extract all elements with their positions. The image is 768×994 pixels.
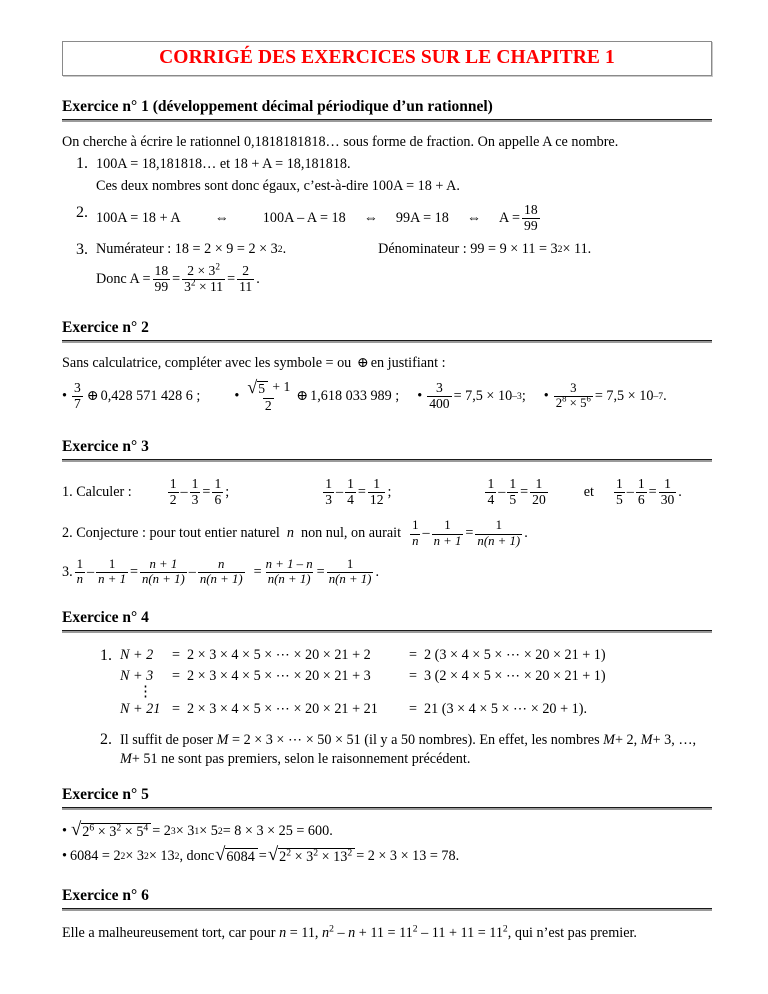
exponent: 2 (116, 822, 122, 834)
equals-sign: = (253, 564, 262, 581)
radicand-a: 2 (82, 823, 90, 840)
radicand-b: × 3 (94, 823, 117, 840)
heading-exercice-4: Exercice n° 4 (62, 609, 149, 627)
variable-M: M (216, 731, 229, 748)
fraction-3-400: $\frac{3}{400}$ (429, 380, 450, 411)
section-exercice-3 (62, 438, 712, 588)
exponent: 8 (562, 393, 567, 404)
ex4-item-2-text (120, 731, 712, 768)
fraction: $\frac{1}{4}$ (347, 476, 354, 508)
ex6-f: , qui n’est pas premier. (507, 924, 637, 941)
ex2-value-3: = 7,5 × 10 (453, 387, 513, 404)
heading-exercice-5: Exercice n° 5 (62, 786, 149, 804)
ex1-item-1 (62, 155, 712, 195)
fraction: $\frac{1}{n}$ (76, 557, 84, 587)
radicand-b: × 3 (291, 849, 314, 866)
equals-sign: = (172, 647, 181, 664)
ex1-item-2-number: 2. (76, 203, 88, 221)
denominator-text-2: × 11 (195, 279, 224, 295)
tail: ; (521, 387, 526, 404)
ex3-question-2 (62, 520, 712, 549)
ex4-item-2-number: 2. (100, 730, 112, 748)
separator: ; (225, 483, 230, 500)
equals-sign: = (172, 701, 181, 718)
heading-rule (62, 340, 712, 343)
variable-n: n (322, 924, 330, 941)
ex3-item-3-number: 3. (62, 564, 73, 581)
variable-n: n (279, 924, 287, 941)
period: . (375, 564, 379, 581)
ex4-item-1-number: 1. (100, 647, 112, 665)
fraction-18-99: $\frac{18}{99}$ (154, 263, 169, 295)
ex2-value-4: = 7,5 × 10 (594, 387, 654, 404)
radical-icon: √ (215, 844, 226, 866)
ex2-comparisons: • $\frac{3}{7}$ ⊕ 0,428 571 428 6 ; • √ 5 + 1 2 ⊕ 1,618 033 989 ; • $\frac{3}{400}$ = 7,5 × 10 –3 ; • $\frac{3}{2^8 \times 5^6}$ = 7,5 × 10 –7 . (62, 376, 667, 413)
equals-sign: = (357, 483, 366, 500)
ex3-conjecture-label: 2. Conjecture : pour tout entier naturel (62, 525, 280, 542)
ex4-row-3 (120, 701, 712, 719)
ex2-intro-b: en justifiant : (370, 355, 446, 372)
ex1-eq-b: 100A – A = 18 (262, 209, 346, 226)
equals-sign: = (409, 647, 418, 664)
fraction: $\frac{1}{n}$ (412, 518, 419, 548)
den-b: × 5 (566, 395, 587, 410)
exponent: 6 (89, 822, 95, 834)
heading-rule (62, 908, 712, 911)
section-exercice-4 (62, 609, 712, 768)
fraction: $\frac{n + 1 - n}{n(n + 1)}$ (265, 557, 313, 587)
fraction: $\frac{1}{5}$ (615, 476, 623, 508)
exponent: 2 (502, 923, 508, 935)
fraction: $\frac{1}{n + 1}$ (98, 557, 126, 587)
bullet-icon: • (543, 387, 549, 404)
ex5-l2-b: × 3 (125, 847, 145, 864)
fraction-result: $\frac{1}{n(n + 1)}$ (477, 518, 521, 548)
fraction-golden-ratio: √ 5 + 1 2 (247, 376, 291, 413)
radicand-c: × 5 (121, 823, 144, 840)
ex4-mid: 2 × 3 × 4 × 5 × ⋯ × 20 × 21 + 2 (187, 647, 371, 664)
ex6-e: – 11 + 11 = 11 (417, 924, 503, 941)
variable-M: M (640, 731, 653, 748)
exponent: 2 (347, 847, 353, 859)
fraction: $\frac{1}{5}$ (509, 476, 517, 508)
page-title: CORRIGÉ DES EXERCICES SUR LE CHAPITRE 1 (159, 47, 615, 68)
equivalence-icon: ⇔ (363, 209, 378, 226)
et-conjunction: et (583, 483, 594, 500)
ex5-tail-d: = 8 × 3 × 25 = 600. (222, 822, 333, 839)
fraction: $\frac{1}{n + 1}$ (433, 518, 462, 548)
ex1-item-3-line-1: Numérateur : 18 = 2 × 9 = 2 × 3 2 . Dénominateur : 99 = 9 × 11 = 3 2 × 11. (96, 240, 592, 257)
ex5-tail-a: = 2 (152, 822, 171, 839)
sqrt-factored (267, 844, 355, 867)
ex4-rhs: 21 (3 × 4 × 5 × ⋯ × 20 + 1). (424, 701, 587, 718)
exponent: 2 (313, 847, 319, 859)
ex4-vertical-dots (138, 683, 712, 700)
ex4-lhs: N + 21 (120, 701, 161, 718)
heading-rule (62, 459, 712, 462)
fraction-result: $\frac{1}{6}$ (214, 476, 222, 508)
radical-icon: √ (247, 376, 258, 397)
equivalence-icon: ⇔ (214, 209, 229, 226)
bullet-icon: • (234, 387, 240, 404)
fraction: $\frac{1}{6}$ (637, 476, 645, 508)
ex3-conjecture-rest: non nul, on aurait (300, 525, 402, 542)
sqrt-6084: √ 6084 (215, 847, 258, 867)
fraction-18-99: $\frac{18}{99}$ (524, 202, 538, 234)
radicand-c: × 13 (318, 849, 348, 866)
equals-sign: = (465, 525, 474, 542)
minus-sign: – (180, 483, 188, 500)
minus-sign: – (335, 483, 344, 500)
ex4-item-1 (62, 647, 712, 719)
section-exercice-1 (62, 98, 712, 295)
separator: ; (387, 483, 392, 500)
ex6-paragraph (62, 924, 712, 943)
ex5-l2-a: 6084 = 2 (69, 847, 121, 864)
ex6-b: = 11, (286, 924, 323, 941)
ex4-lhs: N + 3 (120, 667, 154, 684)
minus-sign: – (188, 564, 196, 581)
ex4-rhs: 3 (2 × 4 × 5 × ⋯ × 20 × 21 + 1) (424, 667, 606, 684)
fraction: $\frac{n}{n(n + 1)}$ (199, 557, 243, 587)
ex5-tail-c: × 5 (199, 822, 218, 839)
ex1-item-2-equation (96, 204, 712, 234)
heading-rule (62, 630, 712, 633)
exponent: 6 (586, 393, 591, 404)
document-title-box (62, 41, 712, 76)
ex4-p2-c: + 2, (615, 731, 638, 748)
equals-sign: = (648, 483, 657, 500)
exponent: 2 (412, 923, 418, 935)
minus-sign: – (87, 564, 95, 581)
ex1-eq-d: A = (499, 209, 521, 226)
minus-sign: – (422, 525, 430, 542)
equals-sign: = (227, 271, 236, 288)
heading-rule (62, 119, 712, 122)
fraction-result: $\frac{1}{30}$ (660, 476, 675, 508)
ex5-line-1: • √ $2^6 \times 3^2 \times 5^4$ = 2 3 × 3 1 × 5 2 = 8 × 3 × 25 = 600. (62, 818, 333, 840)
fraction-result: $\frac{1}{12}$ (369, 476, 384, 508)
ex4-row-2 (120, 668, 712, 686)
ex4-mid: 2 × 3 × 4 × 5 × ⋯ × 20 × 21 + 21 (187, 701, 378, 718)
fraction-3-7: $\frac{3}{7}$ (73, 380, 81, 411)
ex4-row-1 (120, 647, 712, 665)
ex5-tail-b: × 3 (175, 822, 195, 839)
minus-sign: – (498, 483, 506, 500)
not-equal-icon: ⊕ (86, 387, 99, 404)
period: . (282, 240, 287, 257)
equals-sign: = (172, 271, 181, 288)
exponent: 2 (286, 847, 292, 859)
ex1-item-3 (62, 241, 712, 295)
ex4-lhs: N + 2 (120, 647, 154, 664)
ex1-item-3-number: 3. (76, 240, 88, 258)
radical-icon: √ (70, 818, 82, 840)
minus-sign: – (626, 483, 634, 500)
equals-sign: = (520, 483, 529, 500)
ex1-item-3-line-2 (96, 261, 712, 295)
bullet-icon: • (417, 387, 423, 404)
equals-sign: = (202, 483, 211, 500)
ex5-l2-tail: = 2 × 3 × 13 = 78. (356, 847, 460, 864)
ex6-c: – (333, 924, 349, 941)
fraction: $\frac{n + 1}{n(n + 1)}$ (142, 557, 185, 587)
denominator-text: 3 (184, 279, 191, 295)
heading-exercice-1: Exercice n° 1 (développement décimal périodique d’un rationnel) (62, 98, 493, 116)
numerator-tail: + 1 (269, 379, 291, 395)
ex1-item-1-line-2: Ces deux nombres sont donc égaux, c’est-à-dire 100A = 18 + A. (96, 177, 460, 194)
den-a: 2 (555, 395, 563, 410)
ex4-p2-b: = 2 × 3 × ⋯ × 50 × 51 (il y a 50 nombres). En effet, les nombres (232, 731, 600, 748)
ex5-line-2: • 6084 = 2 2 × 3 2 × 13 2 , donc √ 6084 = √ $2^2 \times 3^2 \times 13^2$ = 2 × 3 × 13 = 78. (62, 844, 460, 866)
heading-exercice-6: Exercice n° 6 (62, 886, 149, 904)
bullet-icon: • (62, 822, 67, 839)
document-content (62, 41, 712, 943)
variable-M: M (603, 731, 615, 748)
ex1-denominateur-text: Dénominateur : 99 = 9 × 11 = 3 (378, 240, 558, 257)
variable-n: n (286, 525, 294, 542)
ex1-item-1-number: 1. (76, 155, 88, 173)
exponent: 2 (190, 277, 196, 288)
bullet-icon: • (62, 387, 67, 404)
ex1-numerateur-text: Numérateur : 18 = 2 × 9 = 2 × 3 (96, 240, 278, 257)
ex6-a: Elle a malheureusement tort, car pour (62, 924, 280, 941)
radicand-a: 2 (279, 849, 287, 866)
fraction: $\frac{1}{3}$ (325, 476, 332, 508)
equals-sign: = (258, 847, 267, 864)
section-exercice-5 (62, 786, 712, 867)
sqrt-expression (70, 818, 151, 841)
fraction-factored (182, 261, 225, 295)
ex1-intro: On cherche à écrire le rationnel 0,1818181818… sous forme de fraction. On appelle A ce nombre. (62, 134, 619, 151)
equivalence-icon: ⇔ (466, 209, 481, 226)
equals-sign: = (316, 564, 325, 581)
fraction: $\frac{1}{2}$ (169, 476, 177, 508)
ex4-p2-a: Il suffit de poser (120, 731, 214, 748)
ex4-rhs: 2 (3 × 4 × 5 × ⋯ × 20 × 21 + 1) (424, 647, 606, 664)
ex3-question-1 (62, 478, 712, 508)
bullet-icon: • (62, 847, 67, 864)
ex4-mid: 2 × 3 × 4 × 5 × ⋯ × 20 × 21 + 3 (187, 667, 371, 684)
fraction-result: $\frac{1}{20}$ (532, 476, 546, 508)
ex1-eq-c: 99A = 18 (395, 209, 449, 226)
equals-sign: = (172, 667, 181, 684)
fraction: $\frac{1}{4}$ (487, 476, 495, 508)
period: . (678, 483, 682, 500)
fraction: $\frac{1}{3}$ (191, 476, 199, 508)
ex6-d: + 11 = 11 (355, 924, 413, 941)
fraction-2-11: $\frac{2}{11}$ (239, 263, 253, 295)
equals-sign: = (409, 701, 418, 718)
heading-exercice-3: Exercice n° 3 (62, 437, 149, 455)
ex3-question-3 (62, 559, 712, 588)
fraction-3-over-2pow8-5pow6: $\frac{3}{2^8 \times 5^6}$ (555, 380, 591, 410)
ex1-donc-text: Donc A = (96, 271, 151, 288)
ex4-p2-e: + 51 ne sont pas premiers, selon le raisonnement précédent. (131, 750, 471, 767)
ex1-eq-a: 100A = 18 + A (96, 209, 181, 226)
section-exercice-2 (62, 319, 712, 414)
ex2-intro (62, 354, 712, 373)
exponent: 4 (143, 822, 149, 834)
not-equal-icon: ⊕ (296, 387, 309, 404)
equals-sign: = (129, 564, 138, 581)
period: . (663, 387, 667, 404)
ex5-l2-d: , donc (179, 847, 215, 864)
ex3-calculer-label: 1. Calculer : (62, 483, 132, 500)
ex4-p2-d: + 3, …, (652, 731, 697, 748)
variable-M: M (120, 750, 132, 767)
period: . (256, 271, 260, 288)
equals-sign: = (409, 667, 418, 684)
numerator-text: 2 × 3 (187, 263, 216, 279)
ex2-intro-a: Sans calculatrice, compléter avec les symbole = ou (62, 355, 355, 372)
heading-exercice-2: Exercice n° 2 (62, 319, 149, 337)
fraction-result: $\frac{1}{n(n + 1)}$ (328, 557, 372, 587)
ex2-value-2: 1,618 033 989 ; (310, 387, 400, 404)
ex4-item-2 (62, 731, 712, 768)
sqrt-5: √ 5 (247, 379, 268, 397)
ex1-item-2 (62, 204, 712, 234)
exponent: 2 (329, 923, 334, 935)
variable-n: n (348, 924, 356, 941)
ex5-l2-c: × 13 (148, 847, 175, 864)
heading-rule (62, 807, 712, 810)
ex2-value-1: 0,428 571 428 6 ; (100, 387, 201, 404)
tail: × 11. (562, 240, 592, 257)
radical-icon: √ (267, 844, 279, 866)
not-equal-icon: ⊕ (356, 355, 369, 372)
exponent: 2 (215, 261, 220, 272)
period: . (524, 525, 528, 542)
ex1-item-1-line-1: 100A = 18,181818… et 18 + A = 18,181818. (96, 156, 351, 173)
vertical-dots-icon: ⋮ (138, 683, 153, 700)
section-exercice-6 (62, 887, 712, 943)
